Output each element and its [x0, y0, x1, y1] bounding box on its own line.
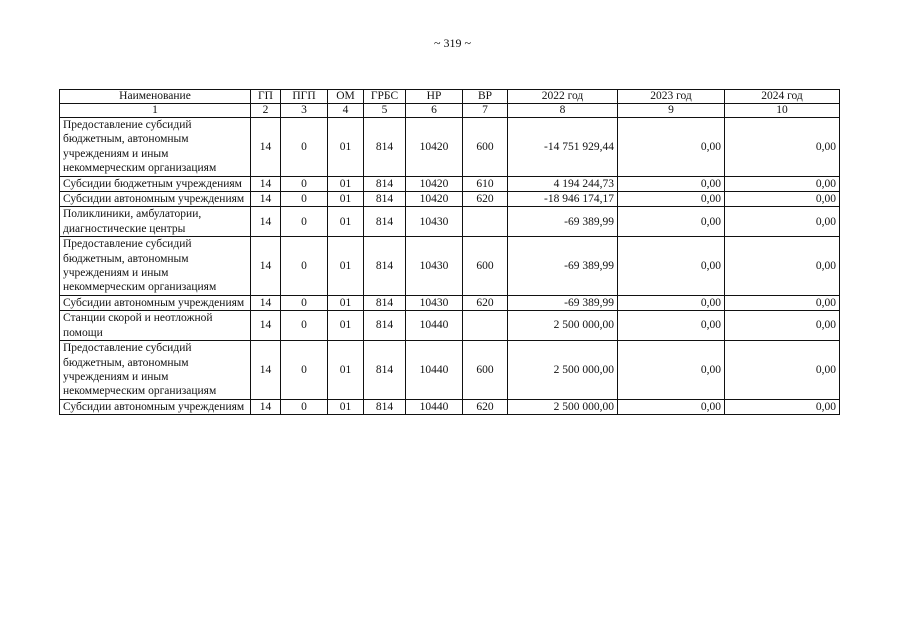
cell-name: Предоставление субсидий бюджетным, автономным учреждениям и иным некоммерческим организациям	[60, 118, 251, 177]
table-row	[60, 118, 840, 177]
cell-amount-2022: -69 389,99	[508, 237, 618, 296]
cell-amount-2023: 0,00	[618, 237, 725, 296]
cell-om: 01	[328, 341, 364, 400]
cell-grbs: 814	[364, 341, 406, 400]
cell-om: 01	[328, 176, 364, 191]
cell-grbs: 814	[364, 311, 406, 341]
cell-amount-2023: 0,00	[618, 341, 725, 400]
cell-amount-2024: 0,00	[725, 118, 840, 177]
cell-om: 01	[328, 311, 364, 341]
header-gp: ГП	[251, 90, 281, 104]
cell-amount-2024: 0,00	[725, 192, 840, 207]
cell-amount-2022: -69 389,99	[508, 295, 618, 310]
cell-gp: 14	[251, 237, 281, 296]
table-row	[60, 311, 840, 341]
cell-pgp: 0	[281, 311, 328, 341]
cell-name: Предоставление субсидий бюджетным, автономным учреждениям и иным некоммерческим организациям	[60, 237, 251, 296]
cell-vr: 610	[463, 176, 508, 191]
header-grbs: ГРБС	[364, 90, 406, 104]
cell-grbs: 814	[364, 192, 406, 207]
cell-vr	[463, 311, 508, 341]
cell-pgp: 0	[281, 399, 328, 414]
table-row	[60, 399, 840, 414]
cell-nr: 10440	[406, 311, 463, 341]
cell-gp: 14	[251, 176, 281, 191]
cell-gp: 14	[251, 399, 281, 414]
cell-name: Поликлиники, амбулатории, диагностические центры	[60, 207, 251, 237]
cell-amount-2023: 0,00	[618, 192, 725, 207]
cell-pgp: 0	[281, 118, 328, 177]
cell-pgp: 0	[281, 237, 328, 296]
header-2024: 2024 год	[725, 90, 840, 104]
cell-nr: 10420	[406, 192, 463, 207]
cell-name: Предоставление субсидий бюджетным, автономным учреждениям и иным некоммерческим организациям	[60, 341, 251, 400]
cell-grbs: 814	[364, 237, 406, 296]
cell-amount-2022: 2 500 000,00	[508, 311, 618, 341]
header-om: ОМ	[328, 90, 364, 104]
table-row	[60, 237, 840, 296]
cell-name: Субсидии бюджетным учреждениям	[60, 176, 251, 191]
cell-amount-2024: 0,00	[725, 207, 840, 237]
cell-gp: 14	[251, 295, 281, 310]
cell-nr: 10430	[406, 295, 463, 310]
cell-grbs: 814	[364, 399, 406, 414]
column-number: 1	[60, 104, 251, 118]
cell-gp: 14	[251, 341, 281, 400]
cell-name: Субсидии автономным учреждениям	[60, 295, 251, 310]
cell-gp: 14	[251, 118, 281, 177]
cell-amount-2022: 4 194 244,73	[508, 176, 618, 191]
cell-amount-2024: 0,00	[725, 341, 840, 400]
cell-gp: 14	[251, 207, 281, 237]
table-row	[60, 192, 840, 207]
cell-pgp: 0	[281, 341, 328, 400]
column-number: 5	[364, 104, 406, 118]
cell-om: 01	[328, 207, 364, 237]
cell-name: Станции скорой и неотложной помощи	[60, 311, 251, 341]
header-row	[60, 90, 840, 104]
cell-om: 01	[328, 192, 364, 207]
cell-pgp: 0	[281, 295, 328, 310]
column-number: 6	[406, 104, 463, 118]
header-2023: 2023 год	[618, 90, 725, 104]
cell-nr: 10440	[406, 341, 463, 400]
cell-amount-2023: 0,00	[618, 399, 725, 414]
cell-amount-2022: 2 500 000,00	[508, 341, 618, 400]
table-row	[60, 176, 840, 191]
cell-amount-2023: 0,00	[618, 295, 725, 310]
page-number: ~ 319 ~	[434, 36, 471, 50]
cell-grbs: 814	[364, 295, 406, 310]
cell-grbs: 814	[364, 176, 406, 191]
cell-amount-2023: 0,00	[618, 311, 725, 341]
cell-vr: 620	[463, 295, 508, 310]
cell-amount-2023: 0,00	[618, 176, 725, 191]
cell-vr: 600	[463, 341, 508, 400]
budget-table	[59, 89, 840, 415]
cell-vr: 620	[463, 399, 508, 414]
header-vr: ВР	[463, 90, 508, 104]
column-number: 9	[618, 104, 725, 118]
cell-nr: 10430	[406, 207, 463, 237]
table-row	[60, 341, 840, 400]
cell-amount-2022: -14 751 929,44	[508, 118, 618, 177]
cell-grbs: 814	[364, 118, 406, 177]
cell-grbs: 814	[364, 207, 406, 237]
header-2022: 2022 год	[508, 90, 618, 104]
cell-amount-2024: 0,00	[725, 311, 840, 341]
cell-nr: 10420	[406, 176, 463, 191]
cell-nr: 10420	[406, 118, 463, 177]
table-body	[60, 118, 840, 415]
table-header	[60, 90, 840, 118]
cell-amount-2023: 0,00	[618, 118, 725, 177]
header-nr: НР	[406, 90, 463, 104]
cell-vr: 620	[463, 192, 508, 207]
cell-amount-2024: 0,00	[725, 176, 840, 191]
cell-name: Субсидии автономным учреждениям	[60, 192, 251, 207]
cell-amount-2024: 0,00	[725, 399, 840, 414]
cell-pgp: 0	[281, 207, 328, 237]
cell-name: Субсидии автономным учреждениям	[60, 399, 251, 414]
column-number-row	[60, 104, 840, 118]
cell-nr: 10430	[406, 237, 463, 296]
cell-amount-2023: 0,00	[618, 207, 725, 237]
cell-amount-2024: 0,00	[725, 295, 840, 310]
column-number: 7	[463, 104, 508, 118]
header-name: Наименование	[60, 90, 251, 104]
cell-vr: 600	[463, 237, 508, 296]
table-row	[60, 207, 840, 237]
cell-gp: 14	[251, 311, 281, 341]
table-row	[60, 295, 840, 310]
column-number: 3	[281, 104, 328, 118]
column-number: 10	[725, 104, 840, 118]
cell-om: 01	[328, 237, 364, 296]
column-number: 8	[508, 104, 618, 118]
cell-amount-2022: 2 500 000,00	[508, 399, 618, 414]
cell-om: 01	[328, 295, 364, 310]
column-number: 4	[328, 104, 364, 118]
cell-om: 01	[328, 118, 364, 177]
cell-amount-2022: -18 946 174,17	[508, 192, 618, 207]
cell-pgp: 0	[281, 192, 328, 207]
cell-amount-2024: 0,00	[725, 237, 840, 296]
cell-pgp: 0	[281, 176, 328, 191]
header-pgp: ПГП	[281, 90, 328, 104]
cell-vr	[463, 207, 508, 237]
cell-gp: 14	[251, 192, 281, 207]
cell-om: 01	[328, 399, 364, 414]
cell-amount-2022: -69 389,99	[508, 207, 618, 237]
cell-nr: 10440	[406, 399, 463, 414]
column-number: 2	[251, 104, 281, 118]
cell-vr: 600	[463, 118, 508, 177]
